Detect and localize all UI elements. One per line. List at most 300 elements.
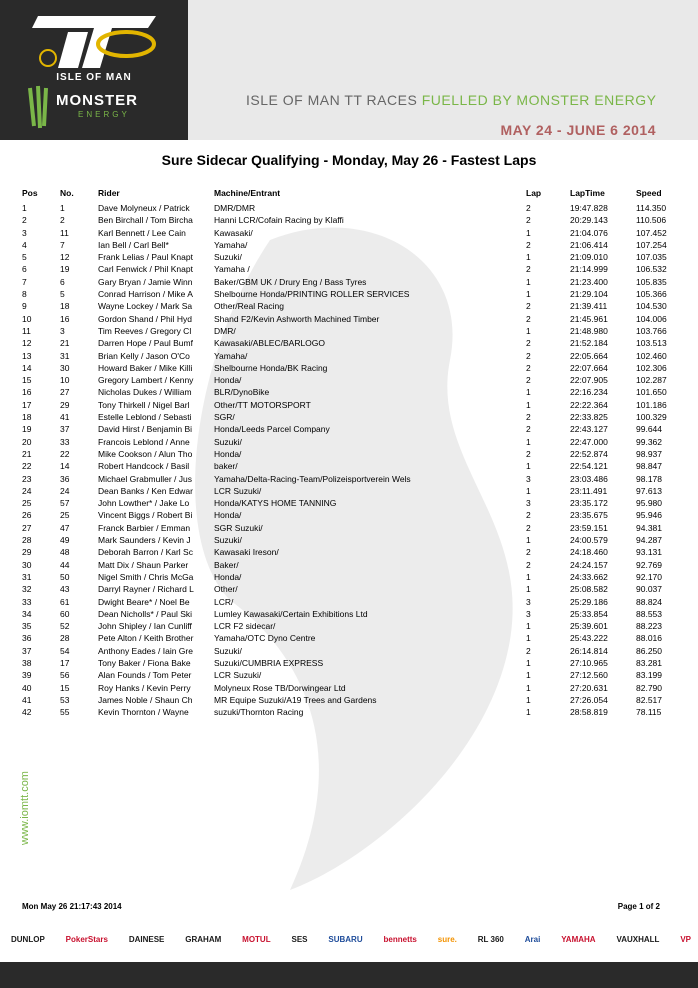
pos-cell: 32 bbox=[22, 584, 32, 595]
pos-cell: 26 bbox=[22, 510, 32, 521]
machine-cell: Lumley Kawasaki/Certain Exhibitions Ltd bbox=[214, 608, 368, 619]
table-row bbox=[0, 535, 698, 547]
rider-cell: Vincent Biggs / Robert Bi bbox=[98, 510, 193, 521]
rider-cell: Alan Founds / Tom Peter bbox=[98, 670, 192, 681]
rider-cell: Carl Fenwick / Phil Knapt bbox=[98, 264, 193, 275]
machine-cell: Suzuki/ bbox=[214, 645, 242, 656]
pos-cell: 24 bbox=[22, 485, 32, 496]
rider-cell: Gregory Lambert / Kenny bbox=[98, 375, 194, 386]
number-cell: 48 bbox=[60, 547, 70, 558]
rider-cell: Conrad Harrison / Mike A bbox=[98, 289, 193, 300]
number-cell: 15 bbox=[60, 682, 70, 693]
table-row bbox=[0, 437, 698, 449]
pos-cell: 28 bbox=[22, 535, 32, 546]
rider-cell: Dave Molyneux / Patrick bbox=[98, 203, 190, 213]
laptime-cell: 25:33.854 bbox=[570, 608, 608, 619]
machine-cell: BLR/DynoBike bbox=[214, 387, 270, 398]
table-row bbox=[0, 695, 698, 707]
table-row bbox=[0, 228, 698, 240]
machine-cell: Molyneux Rose TB/Dorwingear Ltd bbox=[214, 682, 346, 693]
number-cell: 50 bbox=[60, 571, 70, 582]
machine-cell: Shelbourne Honda/PRINTING ROLLER SERVICES bbox=[214, 289, 410, 300]
laptime-cell: 28:58.819 bbox=[570, 707, 608, 718]
header-band bbox=[188, 0, 698, 140]
table-row bbox=[0, 277, 698, 289]
table-row bbox=[0, 572, 698, 584]
laptime-cell: 27:26.054 bbox=[570, 694, 608, 705]
table-row bbox=[0, 424, 698, 436]
machine-cell: SGR/ bbox=[214, 412, 235, 423]
laptime-cell: 21:29.104 bbox=[570, 289, 608, 300]
machine-cell: Honda/ bbox=[214, 510, 242, 521]
pos-cell: 35 bbox=[22, 621, 32, 632]
col-speed-header: Speed bbox=[636, 188, 662, 198]
energy-label: ENERGY bbox=[78, 110, 130, 119]
number-cell: 57 bbox=[60, 498, 70, 509]
machine-cell: Suzuki/ bbox=[214, 535, 242, 546]
col-lap-header: Lap bbox=[526, 188, 542, 198]
table-row bbox=[0, 363, 698, 375]
sponsor-logo: Arai bbox=[524, 934, 541, 944]
laptime-cell: 22:52.874 bbox=[570, 448, 608, 459]
lap-cell: 2 bbox=[526, 375, 531, 386]
number-cell: 25 bbox=[60, 510, 70, 521]
table-row bbox=[0, 289, 698, 301]
pos-cell: 15 bbox=[22, 375, 32, 386]
machine-cell: Other/Real Racing bbox=[214, 301, 284, 312]
laptime-cell: 21:06.414 bbox=[570, 239, 608, 250]
number-cell: 43 bbox=[60, 584, 70, 595]
number-cell: 17 bbox=[60, 657, 70, 668]
table-row bbox=[0, 375, 698, 387]
table-row bbox=[0, 387, 698, 399]
table-row bbox=[0, 510, 698, 522]
machine-cell: LCR Suzuki/ bbox=[214, 670, 262, 681]
sponsor-logo: MOTUL bbox=[242, 934, 271, 944]
table-row bbox=[0, 560, 698, 572]
lap-cell: 2 bbox=[526, 362, 531, 373]
number-cell: 30 bbox=[60, 362, 70, 373]
sponsor-logo: PokerStars bbox=[65, 934, 108, 944]
lap-cell: 3 bbox=[526, 498, 531, 509]
rider-cell: Nicholas Dukes / William bbox=[98, 387, 192, 398]
laptime-cell: 24:00.579 bbox=[570, 535, 608, 546]
number-cell: 12 bbox=[60, 252, 70, 263]
rider-cell: Pete Alton / Keith Brother bbox=[98, 633, 194, 644]
machine-cell: Honda/ bbox=[214, 571, 242, 582]
number-cell: 41 bbox=[60, 412, 70, 423]
tagline bbox=[246, 92, 656, 108]
machine-cell: Suzuki/ bbox=[214, 436, 242, 447]
number-cell: 16 bbox=[60, 313, 70, 324]
machine-cell: Yamaha/Delta-Racing-Team/Polizeisportverein Wels bbox=[214, 473, 411, 484]
machine-cell: Kawasaki/ABLEC/BARLOGO bbox=[214, 338, 326, 349]
number-cell: 19 bbox=[60, 264, 70, 275]
rider-cell: Franck Barbier / Emman bbox=[98, 522, 191, 533]
pos-cell: 5 bbox=[22, 252, 27, 263]
pos-cell: 20 bbox=[22, 436, 32, 447]
machine-cell: suzuki/Thornton Racing bbox=[214, 707, 304, 718]
document-title: Sure Sidecar Qualifying - Monday, May 26 - Fastest Laps bbox=[161, 152, 537, 168]
speed-cell: 88.553 bbox=[636, 608, 662, 619]
speed-cell: 104.530 bbox=[636, 301, 667, 312]
logo-block bbox=[0, 0, 188, 140]
lap-cell: 2 bbox=[526, 559, 531, 570]
lap-cell: 1 bbox=[526, 387, 531, 398]
pos-cell: 31 bbox=[22, 571, 32, 582]
lap-cell: 2 bbox=[526, 313, 531, 324]
laptime-cell: 23:35.675 bbox=[570, 510, 608, 521]
laptime-cell: 25:29.186 bbox=[570, 596, 608, 607]
machine-cell: Hanni LCR/Cofain Racing by Klaffi bbox=[214, 215, 344, 226]
lap-cell: 3 bbox=[526, 473, 531, 484]
speed-cell: 92.769 bbox=[636, 559, 662, 570]
laptime-cell: 25:43.222 bbox=[570, 633, 608, 644]
speed-cell: 101.650 bbox=[636, 387, 667, 398]
sponsor-logo: sure. bbox=[437, 934, 457, 944]
lap-cell: 1 bbox=[526, 461, 531, 472]
table-row bbox=[0, 412, 698, 424]
rider-cell: Tony Baker / Fiona Bake bbox=[98, 657, 191, 668]
machine-cell: Honda/ bbox=[214, 375, 242, 386]
number-cell: 31 bbox=[60, 350, 70, 361]
speed-cell: 90.037 bbox=[636, 584, 662, 595]
table-row bbox=[0, 633, 698, 645]
number-cell: 24 bbox=[60, 485, 70, 496]
table-row bbox=[0, 621, 698, 633]
pos-cell: 6 bbox=[22, 264, 27, 275]
number-cell: 61 bbox=[60, 596, 70, 607]
table-row bbox=[0, 584, 698, 596]
tagline-main: ISLE OF MAN TT RACES bbox=[246, 92, 422, 108]
speed-cell: 95.980 bbox=[636, 498, 662, 509]
pos-cell: 30 bbox=[22, 559, 32, 570]
speed-cell: 107.452 bbox=[636, 227, 667, 238]
speed-cell: 110.506 bbox=[636, 215, 667, 226]
table-row bbox=[0, 683, 698, 695]
number-cell: 21 bbox=[60, 338, 70, 349]
number-cell: 6 bbox=[60, 276, 65, 287]
speed-cell: 95.946 bbox=[636, 510, 662, 521]
laptime-cell: 25:39.601 bbox=[570, 621, 608, 632]
pos-cell: 40 bbox=[22, 682, 32, 693]
lap-cell: 1 bbox=[526, 535, 531, 546]
lap-cell: 1 bbox=[526, 325, 531, 336]
col-rider-header: Rider bbox=[98, 188, 120, 198]
lap-cell: 2 bbox=[526, 424, 531, 435]
table-row bbox=[0, 240, 698, 252]
number-cell: 5 bbox=[60, 289, 65, 300]
speed-cell: 102.306 bbox=[636, 362, 667, 373]
rider-cell: John Shipley / Ian Cunliff bbox=[98, 621, 192, 632]
speed-cell: 107.254 bbox=[636, 239, 667, 250]
machine-cell: Shelbourne Honda/BK Racing bbox=[214, 362, 328, 373]
laptime-cell: 24:33.662 bbox=[570, 571, 608, 582]
number-cell: 29 bbox=[60, 399, 70, 410]
rider-cell: David Hirst / Benjamin Bi bbox=[98, 424, 193, 435]
laptime-cell: 21:52.184 bbox=[570, 338, 608, 349]
rider-cell: Mike Cookson / Alun Tho bbox=[98, 448, 193, 459]
number-cell: 47 bbox=[60, 522, 70, 533]
footer-page-number: Page 1 of 2 bbox=[617, 902, 660, 911]
pos-cell: 13 bbox=[22, 350, 32, 361]
laptime-cell: 21:48.980 bbox=[570, 325, 608, 336]
laptime-cell: 21:45.961 bbox=[570, 313, 608, 324]
machine-cell: Other/ bbox=[214, 584, 238, 595]
speed-cell: 93.131 bbox=[636, 547, 662, 558]
laptime-cell: 27:12.560 bbox=[570, 670, 608, 681]
machine-cell: DMR/ bbox=[214, 325, 236, 336]
speed-cell: 83.281 bbox=[636, 657, 662, 668]
sponsor-logo: DUNLOP bbox=[11, 934, 45, 944]
lap-cell: 2 bbox=[526, 203, 531, 213]
rider-cell: Frank Lelias / Paul Knapt bbox=[98, 252, 193, 263]
rider-cell: Deborah Barron / Karl Sc bbox=[98, 547, 193, 558]
speed-cell: 88.016 bbox=[636, 633, 662, 644]
machine-cell: SGR Suzuki/ bbox=[214, 522, 263, 533]
pos-cell: 14 bbox=[22, 362, 32, 373]
lap-cell: 2 bbox=[526, 645, 531, 656]
number-cell: 44 bbox=[60, 559, 70, 570]
table-row bbox=[0, 326, 698, 338]
lap-cell: 1 bbox=[526, 289, 531, 300]
rider-cell: Dean Nicholls* / Paul Ski bbox=[98, 608, 193, 619]
lap-cell: 1 bbox=[526, 571, 531, 582]
speed-cell: 88.223 bbox=[636, 621, 662, 632]
machine-cell: Yamaha/ bbox=[214, 239, 248, 250]
laptime-cell: 22:54.121 bbox=[570, 461, 608, 472]
number-cell: 49 bbox=[60, 535, 70, 546]
laptime-cell: 21:14.999 bbox=[570, 264, 608, 275]
footer-timestamp: Mon May 26 21:17:43 2014 bbox=[22, 902, 122, 911]
website-url-text: www.iomtt.com bbox=[19, 771, 31, 845]
speed-cell: 99.362 bbox=[636, 436, 662, 447]
number-cell: 60 bbox=[60, 608, 70, 619]
lap-cell: 1 bbox=[526, 670, 531, 681]
rider-cell: Karl Bennett / Lee Cain bbox=[98, 227, 186, 238]
table-row bbox=[0, 474, 698, 486]
speed-cell: 98.847 bbox=[636, 461, 662, 472]
machine-cell: Yamaha/OTC Dyno Centre bbox=[214, 633, 316, 644]
machine-cell: Suzuki/ bbox=[214, 252, 242, 263]
lap-cell: 2 bbox=[526, 522, 531, 533]
table-row bbox=[0, 215, 698, 227]
pos-cell: 23 bbox=[22, 473, 32, 484]
lap-cell: 1 bbox=[526, 633, 531, 644]
number-cell: 11 bbox=[60, 227, 69, 238]
laptime-cell: 23:59.151 bbox=[570, 522, 608, 533]
table-row bbox=[0, 400, 698, 412]
speed-cell: 99.644 bbox=[636, 424, 662, 435]
speed-cell: 105.835 bbox=[636, 276, 667, 287]
speed-cell: 102.460 bbox=[636, 350, 667, 361]
speed-cell: 97.613 bbox=[636, 485, 662, 496]
lap-cell: 1 bbox=[526, 252, 531, 263]
speed-cell: 82.790 bbox=[636, 682, 662, 693]
table-row bbox=[0, 252, 698, 264]
sponsor-logo: bennetts bbox=[383, 934, 417, 944]
speed-cell: 114.350 bbox=[636, 203, 667, 213]
laptime-cell: 22:16.234 bbox=[570, 387, 608, 398]
number-cell: 33 bbox=[60, 436, 70, 447]
rider-cell: Darren Hope / Paul Bumf bbox=[98, 338, 193, 349]
lap-cell: 2 bbox=[526, 239, 531, 250]
lap-cell: 2 bbox=[526, 412, 531, 423]
lap-cell: 1 bbox=[526, 227, 531, 238]
rider-cell: Nigel Smith / Chris McGa bbox=[98, 571, 194, 582]
rider-cell: Tony Thirkell / Nigel Barl bbox=[98, 399, 190, 410]
rider-cell: Roy Hanks / Kevin Perry bbox=[98, 682, 191, 693]
sponsor-logo: GRAHAM bbox=[185, 934, 222, 944]
tt-logo-icon bbox=[28, 14, 158, 70]
sponsor-logo: SUBARU bbox=[328, 934, 363, 944]
machine-cell: Shand F2/Kevin Ashworth Machined Timber bbox=[214, 313, 380, 324]
number-cell: 7 bbox=[60, 239, 65, 250]
pos-cell: 34 bbox=[22, 608, 32, 619]
results-table bbox=[0, 203, 698, 719]
laptime-cell: 23:35.172 bbox=[570, 498, 608, 509]
speed-cell: 102.287 bbox=[636, 375, 667, 386]
number-cell: 1 bbox=[60, 203, 65, 213]
machine-cell: Honda/Leeds Parcel Company bbox=[214, 424, 330, 435]
col-pos-header: Pos bbox=[22, 188, 38, 198]
laptime-cell: 22:43.127 bbox=[570, 424, 608, 435]
machine-cell: Yamaha / bbox=[214, 264, 250, 275]
machine-cell: Honda/ bbox=[214, 448, 242, 459]
table-row bbox=[0, 449, 698, 461]
number-cell: 52 bbox=[60, 621, 70, 632]
lap-cell: 2 bbox=[526, 338, 531, 349]
sponsor-logo: VAUXHALL bbox=[616, 934, 660, 944]
col-laptime-header: LapTime bbox=[570, 188, 605, 198]
pos-cell: 19 bbox=[22, 424, 32, 435]
laptime-cell: 22:22.364 bbox=[570, 399, 608, 410]
machine-cell: Yamaha/ bbox=[214, 350, 248, 361]
pos-cell: 11 bbox=[22, 325, 31, 336]
laptime-cell: 21:23.400 bbox=[570, 276, 608, 287]
col-machine-header: Machine/Entrant bbox=[214, 188, 281, 198]
rider-cell: Gary Bryan / Jamie Winn bbox=[98, 276, 193, 287]
sponsor-logo: VP bbox=[680, 934, 691, 944]
laptime-cell: 22:05.664 bbox=[570, 350, 608, 361]
laptime-cell: 22:07.905 bbox=[570, 375, 608, 386]
rider-cell: Gordon Shand / Phil Hyd bbox=[98, 313, 193, 324]
table-row bbox=[0, 707, 698, 719]
laptime-cell: 27:20.631 bbox=[570, 682, 608, 693]
number-cell: 22 bbox=[60, 448, 70, 459]
lap-cell: 1 bbox=[526, 584, 531, 595]
lap-cell: 1 bbox=[526, 436, 531, 447]
table-row bbox=[0, 301, 698, 313]
machine-cell: DMR/DMR bbox=[214, 203, 256, 213]
pos-cell: 12 bbox=[22, 338, 32, 349]
pos-cell: 39 bbox=[22, 670, 32, 681]
rider-cell: Matt Dix / Shaun Parker bbox=[98, 559, 189, 570]
pos-cell: 4 bbox=[22, 239, 27, 250]
machine-cell: LCR Suzuki/ bbox=[214, 485, 262, 496]
lap-cell: 1 bbox=[526, 485, 531, 496]
number-cell: 53 bbox=[60, 694, 70, 705]
number-cell: 3 bbox=[60, 325, 65, 336]
pos-cell: 1 bbox=[22, 203, 27, 213]
speed-cell: 94.381 bbox=[636, 522, 662, 533]
number-cell: 27 bbox=[60, 387, 70, 398]
pos-cell: 33 bbox=[22, 596, 32, 607]
machine-cell: Kawasaki Ireson/ bbox=[214, 547, 279, 558]
lap-cell: 2 bbox=[526, 301, 531, 312]
lap-cell: 3 bbox=[526, 608, 531, 619]
speed-cell: 78.115 bbox=[636, 707, 662, 718]
table-row bbox=[0, 597, 698, 609]
monster-label: MONSTER bbox=[56, 92, 138, 109]
table-row bbox=[0, 314, 698, 326]
laptime-cell: 22:07.664 bbox=[570, 362, 608, 373]
number-cell: 37 bbox=[60, 424, 70, 435]
speed-cell: 106.532 bbox=[636, 264, 667, 275]
pos-cell: 17 bbox=[22, 399, 32, 410]
rider-cell: John Lowther* / Jake Lo bbox=[98, 498, 190, 509]
speed-cell: 101.186 bbox=[636, 399, 667, 410]
lap-cell: 2 bbox=[526, 215, 531, 226]
rider-cell: Robert Handcock / Basil bbox=[98, 461, 190, 472]
machine-cell: Kawasaki/ bbox=[214, 227, 253, 238]
machine-cell: Suzuki/CUMBRIA EXPRESS bbox=[214, 657, 324, 668]
pos-cell: 2 bbox=[22, 215, 27, 226]
lap-cell: 1 bbox=[526, 707, 531, 718]
pos-cell: 18 bbox=[22, 412, 32, 423]
speed-cell: 100.329 bbox=[636, 412, 667, 423]
laptime-cell: 21:04.076 bbox=[570, 227, 608, 238]
table-row bbox=[0, 547, 698, 559]
pos-cell: 21 bbox=[22, 448, 32, 459]
lap-cell: 1 bbox=[526, 276, 531, 287]
speed-cell: 88.824 bbox=[636, 596, 662, 607]
machine-cell: MR Equipe Suzuki/A19 Trees and Gardens bbox=[214, 694, 377, 705]
lap-cell: 2 bbox=[526, 448, 531, 459]
rider-cell: Kevin Thornton / Wayne bbox=[98, 707, 189, 718]
pos-cell: 8 bbox=[22, 289, 27, 300]
machine-cell: baker/ bbox=[214, 461, 238, 472]
speed-cell: 94.287 bbox=[636, 535, 662, 546]
laptime-cell: 22:33.825 bbox=[570, 412, 608, 423]
speed-cell: 98.178 bbox=[636, 473, 662, 484]
machine-cell: Honda/KATYS HOME TANNING bbox=[214, 498, 337, 509]
pos-cell: 41 bbox=[22, 694, 32, 705]
speed-cell: 104.006 bbox=[636, 313, 667, 324]
speed-cell: 92.170 bbox=[636, 571, 662, 582]
pos-cell: 3 bbox=[22, 227, 27, 238]
lap-cell: 2 bbox=[526, 510, 531, 521]
website-url[interactable] bbox=[10, 740, 30, 890]
speed-cell: 82.517 bbox=[636, 694, 662, 705]
laptime-cell: 24:24.157 bbox=[570, 559, 608, 570]
event-dates: MAY 24 - JUNE 6 2014 bbox=[500, 122, 656, 138]
number-cell: 28 bbox=[60, 633, 70, 644]
number-cell: 2 bbox=[60, 215, 65, 226]
rider-cell: Mark Saunders / Kevin J bbox=[98, 535, 191, 546]
pos-cell: 10 bbox=[22, 313, 32, 324]
lap-cell: 2 bbox=[526, 547, 531, 558]
table-row bbox=[0, 609, 698, 621]
rider-cell: Michael Grabmuller / Jus bbox=[98, 473, 193, 484]
lap-cell: 1 bbox=[526, 657, 531, 668]
table-row bbox=[0, 523, 698, 535]
rider-cell: Brian Kelly / Jason O'Co bbox=[98, 350, 190, 361]
laptime-cell: 25:08.582 bbox=[570, 584, 608, 595]
number-cell: 10 bbox=[60, 375, 70, 386]
laptime-cell: 27:10.965 bbox=[570, 657, 608, 668]
lap-cell: 3 bbox=[526, 596, 531, 607]
